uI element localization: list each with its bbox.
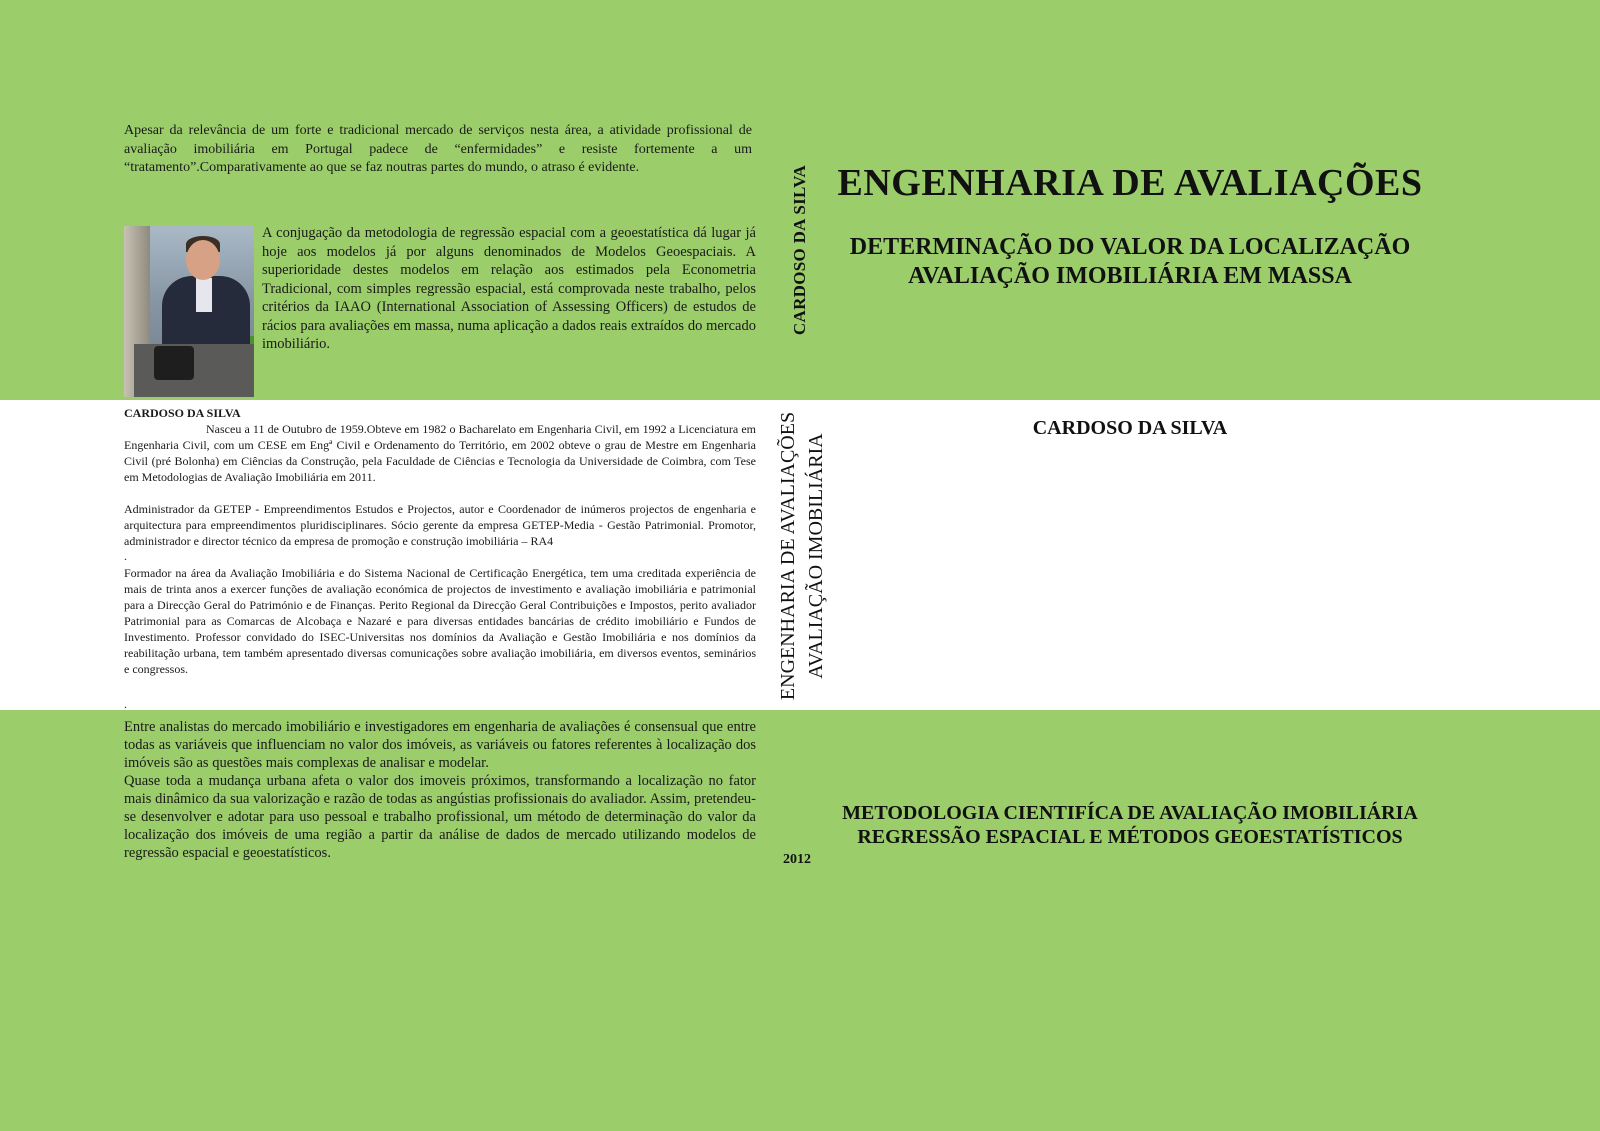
methodology-line-1: METODOLOGIA CIENTIFÍCA DE AVALIAÇÃO IMOBILIÁRIA [842, 802, 1418, 824]
methodology-paragraph: A conjugação da metodologia de regressão espacial com a geoestatística dá lugar já hoje aos modelos já por alguns denominados de Modelos Geoespaciais. A superioridade destes modelos em relação aos estimados pela Econometria Tradicional, com simples regressão espacial, está comprovada neste trabalho, pelos critérios da IAAO (International Association of Assessing Officers) de estudos de rácios para avaliações em massa, numa aplicação a dados reais extraídos do mercado imobiliário. [262, 225, 756, 352]
author-photo [124, 226, 254, 397]
bio-separator-dot-2: . [124, 697, 127, 711]
spine-title [774, 412, 830, 700]
bio-paragraph-3: Formador na área da Avaliação Imobiliária e do Sistema Nacional de Certificação Energética, tem uma creditada experiência de mais de trinta anos a exercer funções de avaliação económica de projectos de investimento e avaliação imobiliária e patrimonial para a Direcção Geral do Património e de Finanças. Perito Regional da Direcção Geral Contribuições e Impostos, perito avaliador Patrimonial para as Comarcas de Alcobaça e Nazaré e para diversas entidades bancárias de crédito imobiliário e Fundos de Investimento. Professor convidado do ISEC-Universitas nos domínios da Avaliação e Gestão Imobiliária e nos domínios da reabilitação urbana, tem também apresentado diversas comunicações sobre avaliação imobiliária, em diversos eventos, seminários e congressos. [124, 566, 756, 676]
book-title: ENGENHARIA DE AVALIAÇÕES [837, 162, 1423, 204]
bio-paragraph-1: Nasceu a 11 de Outubro de 1959.Obteve em 1982 o Bacharelato em Engenharia Civil, em 1992 a Licenciatura em Engenharia Civil, com um CESE em Engª Civil e Ordenamento do Território, em 2002 obteve o grau de Mestre em Engenharia Civil (pré Bolonha) em Ciências da Construção, pela Faculdade de Ciências e Tecnologia da Universidade de Coimbra, com Tese em Metodologias de Avaliação Imobiliária em 2011. [124, 422, 756, 484]
bio-paragraph-2: Administrador da GETEP - Empreendimentos Estudos e Projectos, autor e Coordenador de inúmeros projectos de engenharia e arquitectura para empreendimentos pluridisciplinares. Sócio gerente da empresa GETEP-Media - Gestão Patrimonial. Promotor, administrador e director técnico da empresa de promoção e construção imobiliária – RA4 [124, 502, 756, 548]
subtitle-line-1: DETERMINAÇÃO DO VALOR DA LOCALIZAÇÃO [849, 234, 1411, 260]
publication-year: 2012 [783, 852, 811, 867]
spine-author: CARDOSO DA SILVA [790, 164, 809, 336]
methodology-line-2: REGRESSÃO ESPACIAL E MÉTODOS GEOESTATÍSTICOS [857, 826, 1403, 848]
spine-title-line-1: ENGENHARIA DE AVALIAÇÕES [777, 411, 799, 701]
subtitle-line-2: AVALIAÇÃO IMOBILIÁRIA EM MASSA [908, 263, 1352, 289]
bio-author-name: CARDOSO DA SILVA [124, 406, 241, 420]
bio-separator-dot: . [124, 549, 127, 563]
spine-title-line-2: AVALIAÇÃO IMOBILIÁRIA [805, 433, 827, 679]
intro-paragraph: Apesar da relevância de um forte e tradicional mercado de serviços nesta área, a atividade profissional de avaliação imobiliária em Portugal padece de “enfermidades” e resiste fortemente a um “tratamento”.Comparativamente ao que se faz noutras partes do mundo, o atraso é evidente. [124, 123, 752, 175]
summary-paragraph: Entre analistas do mercado imobiliário e investigadores em engenharia de avaliações é consensual que entre todas as variáveis que influenciam no valor dos imóveis, as variáveis ou fatores referentes à localização dos imóveis são as questões mais complexas de analisar e modelar. Quase toda a mudança urbana afeta o valor dos imoveis próximos, transformando a localização no fator mais dinâmico da sua valorização e razão de todas as angústias profissionais do avaliador. Assim, pretendeu-se desenvolver e adotar para uso pessoal e trabalho profissional, um método de determinação do valor da localização dos imóveis de uma região a partir da análise de dados de mercado utilizando modelos de regressão espacial e geoestatísticos. [124, 719, 756, 861]
front-author: CARDOSO DA SILVA [1032, 417, 1228, 439]
